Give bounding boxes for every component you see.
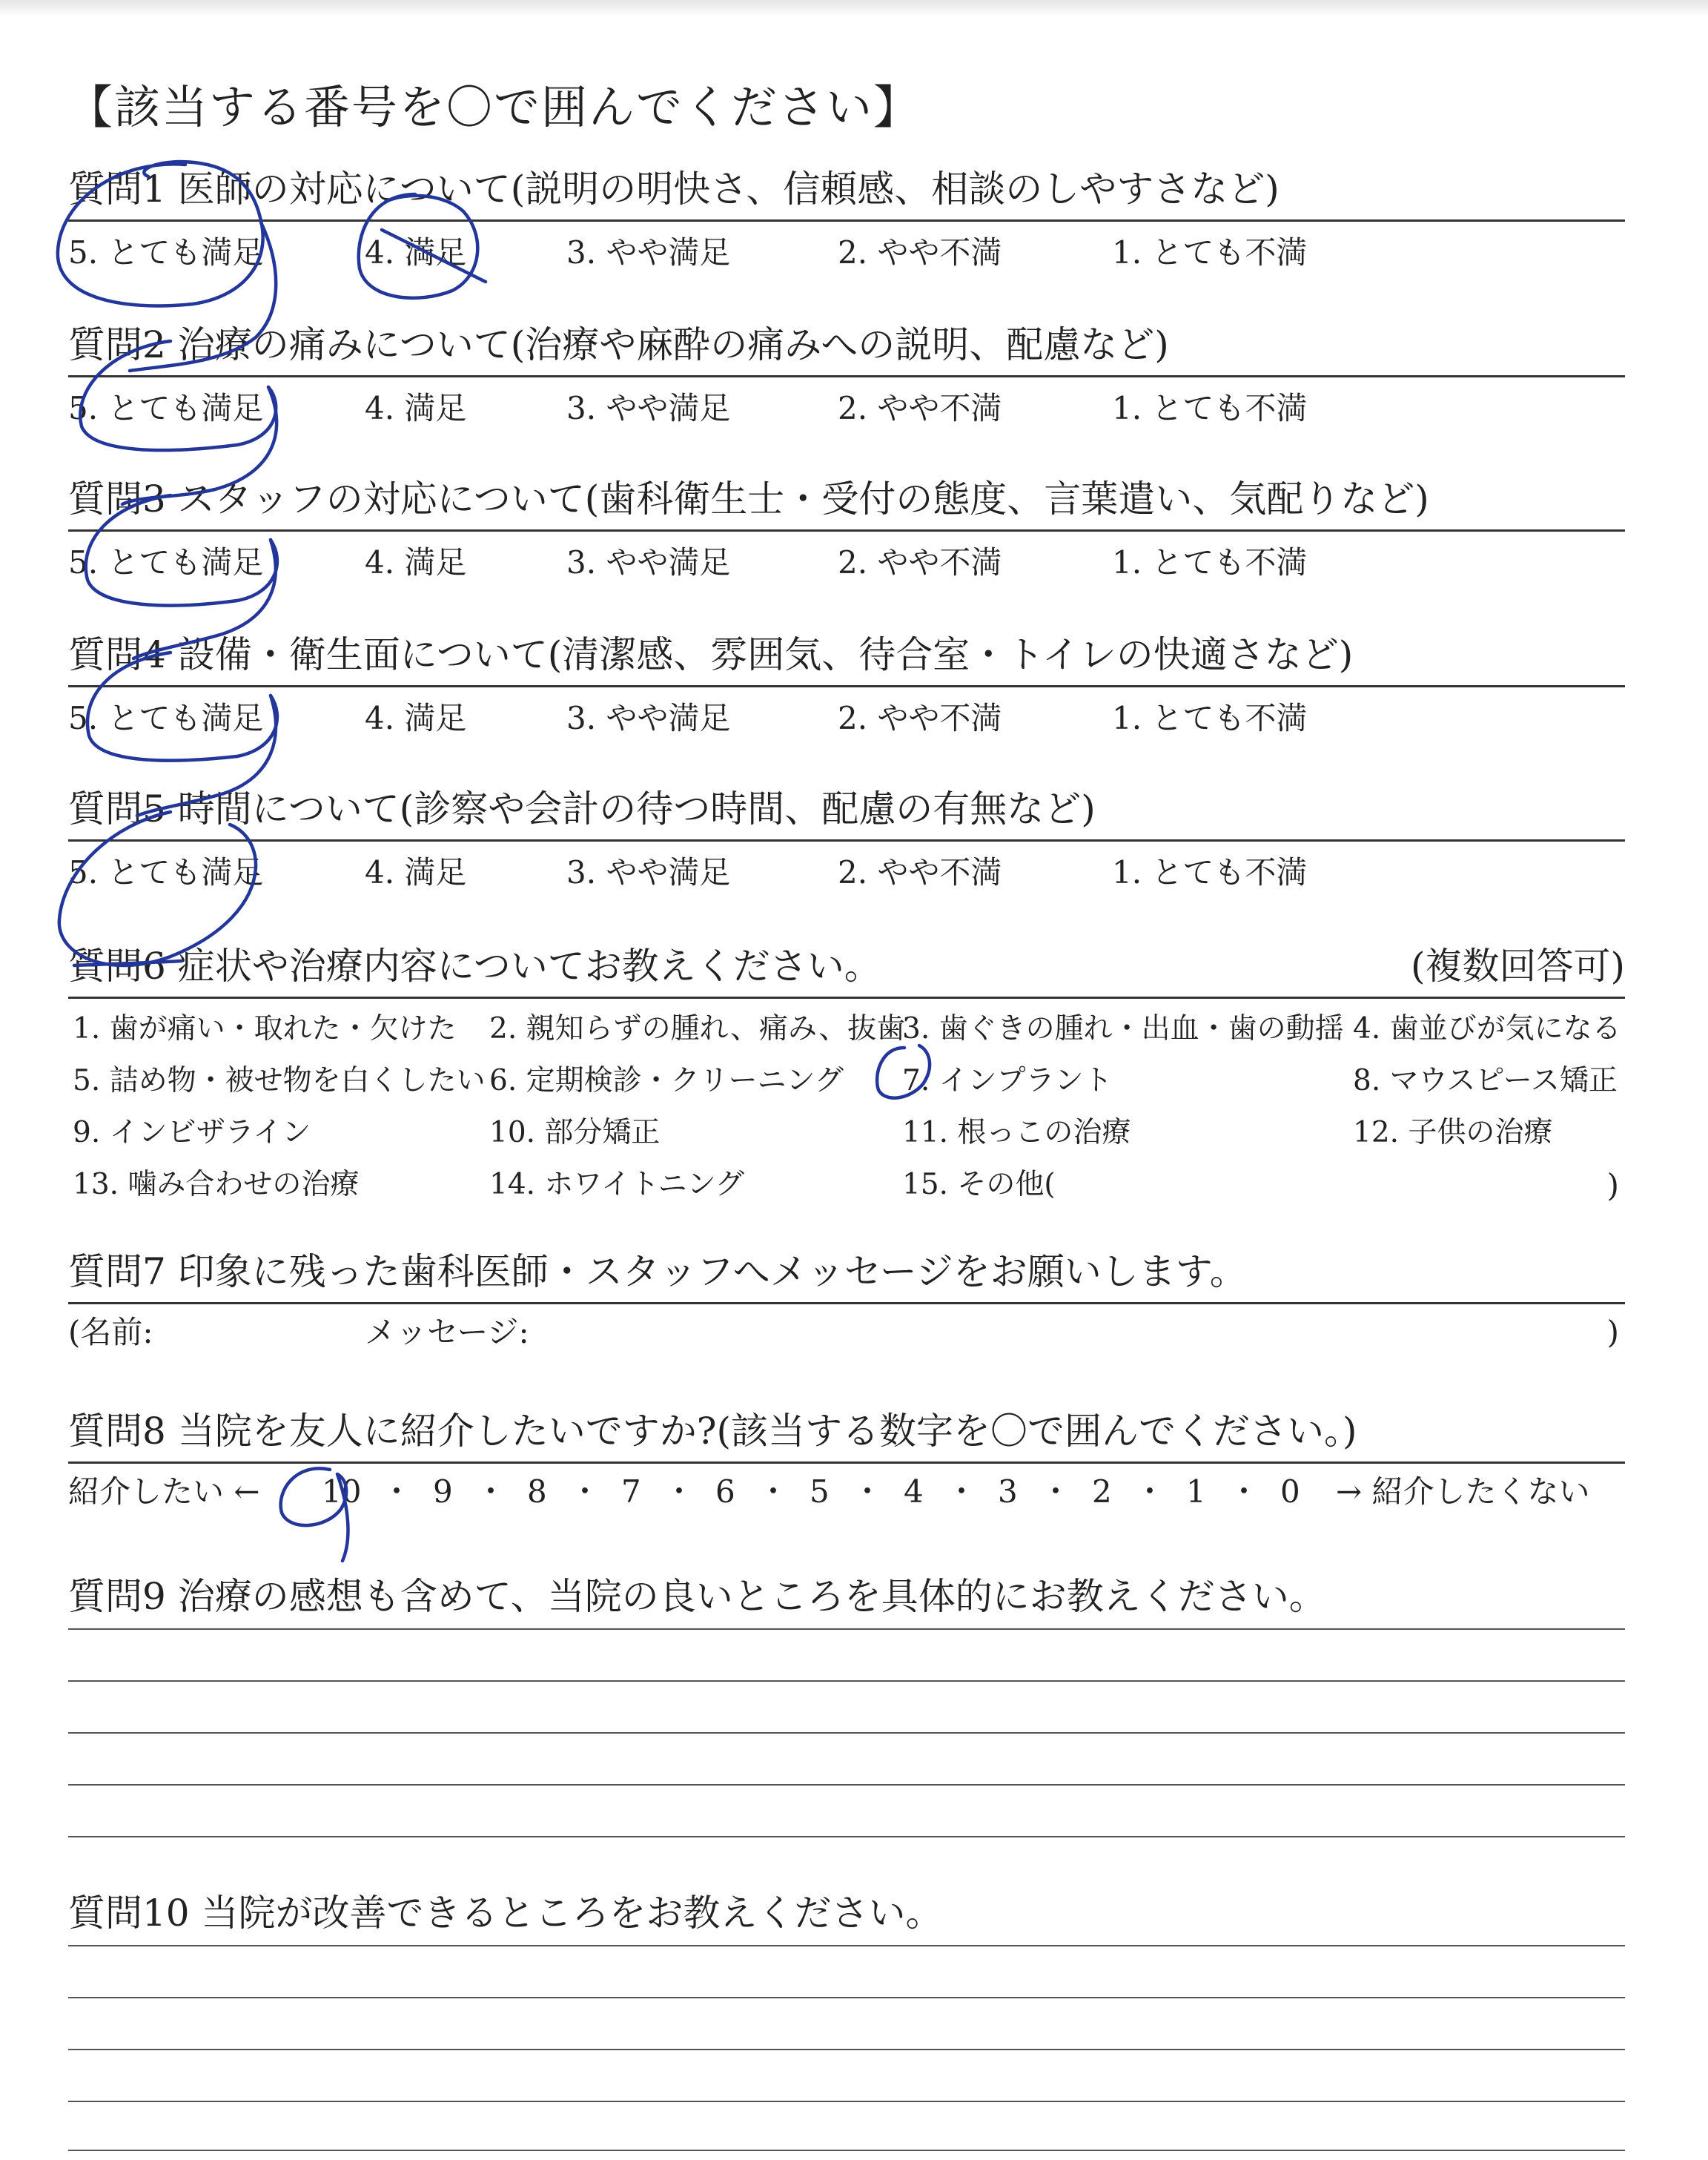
symptom-option[interactable]: 5. 詰め物・被せ物を白くしたい — [73, 1064, 486, 1097]
scale-separator: ・ — [946, 1473, 978, 1510]
scale-separator: ・ — [852, 1473, 884, 1510]
option-2[interactable]: 2. やや不満 — [838, 700, 1002, 736]
question-6 — [68, 945, 1625, 1207]
symptom-option[interactable]: 3. 歯ぐきの腫れ・出血・歯の動揺 — [902, 1012, 1344, 1046]
answer-line[interactable] — [68, 2049, 1625, 2050]
option-3[interactable]: 3. やや満足 — [566, 234, 731, 271]
question-title: 質問10 当院が改善できるところをお教えください。 — [68, 1892, 943, 1935]
scale-separator: ・ — [569, 1473, 601, 1510]
symptom-option-other[interactable]: 15. その他( — [902, 1168, 1056, 1201]
option-1[interactable]: 1. とても不満 — [1112, 544, 1308, 581]
scale-value-8[interactable]: 8 — [527, 1473, 547, 1510]
question-title: 質問5 時間について(診察や会計の待つ時間、配慮の有無など) — [68, 787, 1096, 830]
recommend-scale — [68, 1473, 1625, 1513]
scale-separator: ・ — [475, 1473, 507, 1510]
symptom-option[interactable]: 11. 根っこの治療 — [902, 1116, 1131, 1149]
scale-value-9[interactable]: 9 — [433, 1473, 453, 1510]
question-title: 質問4 設備・衛生面について(清潔感、雰囲気、待合室・トイレの快適さなど) — [68, 633, 1354, 676]
symptom-option[interactable]: 8. マウスピース矯正 — [1353, 1064, 1618, 1097]
option-5[interactable]: 5. とても満足 — [68, 544, 264, 581]
answer-line[interactable] — [68, 1680, 1625, 1682]
question-title: 質問1 医師の対応について(説明の明快さ、信頼感、相談のしやすさなど) — [68, 168, 1280, 211]
option-4[interactable]: 4. 満足 — [365, 234, 467, 271]
answer-line[interactable] — [68, 1784, 1625, 1786]
symptom-option[interactable]: 12. 子供の治療 — [1353, 1116, 1553, 1149]
multiple-answers-note: (複数回答可) — [1410, 945, 1625, 988]
option-2[interactable]: 2. やや不満 — [838, 234, 1002, 271]
option-2[interactable]: 2. やや不満 — [838, 544, 1002, 581]
question-title: 質問2 治療の痛みについて(治療や麻酔の痛みへの説明、配慮など) — [68, 323, 1169, 366]
answer-line[interactable] — [68, 2150, 1625, 2151]
scale-value-2[interactable]: 2 — [1092, 1473, 1112, 1510]
option-5[interactable]: 5. とても満足 — [68, 700, 264, 736]
option-5[interactable]: 5. とても満足 — [68, 854, 264, 891]
option-2[interactable]: 2. やや不満 — [838, 390, 1002, 426]
divider — [68, 685, 1625, 687]
scale-value-4[interactable]: 4 — [904, 1473, 924, 1510]
scale-value-3[interactable]: 3 — [998, 1473, 1018, 1510]
question-title: 質問3 スタッフの対応について(歯科衛生士・受付の態度、言葉遣い、気配りなど) — [68, 478, 1429, 521]
scale-value-0[interactable]: 0 — [1280, 1473, 1300, 1510]
option-1[interactable]: 1. とても不満 — [1112, 854, 1308, 891]
divider — [68, 839, 1625, 842]
option-5[interactable]: 5. とても満足 — [68, 234, 264, 271]
other-close-paren: ) — [1606, 1167, 1619, 1203]
question-4 — [68, 633, 1625, 740]
answer-line[interactable] — [68, 1628, 1625, 1630]
symptom-option-implant[interactable]: 7. インプラント — [902, 1064, 1113, 1097]
option-4[interactable]: 4. 満足 — [365, 854, 467, 891]
question-5 — [68, 787, 1625, 894]
symptom-option[interactable]: 10. 部分矯正 — [489, 1116, 661, 1149]
option-3[interactable]: 3. やや満足 — [566, 390, 731, 426]
scale-separator: ・ — [1040, 1473, 1072, 1510]
answer-line[interactable] — [68, 1945, 1625, 1946]
question-title: 質問7 印象に残った歯科医師・スタッフへメッセージをお願いします。 — [68, 1250, 1247, 1293]
answer-line[interactable] — [68, 1836, 1625, 1837]
page-title: 【該当する番号を〇で囲んでください】 — [67, 80, 921, 134]
answer-line[interactable] — [68, 2101, 1625, 2102]
divider — [68, 375, 1625, 377]
question-10 — [68, 1892, 1625, 2154]
message-field-label[interactable]: メッセージ: — [365, 1314, 529, 1350]
scan-top-edge — [0, 0, 1708, 16]
option-4[interactable]: 4. 満足 — [365, 700, 467, 736]
symptom-option[interactable]: 9. インビザライン — [73, 1116, 311, 1149]
question-3 — [68, 480, 1625, 584]
divider — [68, 219, 1625, 222]
question-title: 質問8 当院を友人に紹介したいですか?(該当する数字を〇で囲んでください。) — [68, 1410, 1357, 1453]
divider — [68, 997, 1625, 999]
divider — [68, 1462, 1625, 1464]
option-1[interactable]: 1. とても不満 — [1112, 390, 1308, 426]
question-9 — [68, 1575, 1625, 1860]
symptom-option[interactable]: 14. ホワイトニング — [489, 1168, 744, 1201]
scale-separator: ・ — [663, 1473, 695, 1510]
symptom-option[interactable]: 13. 噛み合わせの治療 — [73, 1168, 360, 1201]
scale-separator: ・ — [758, 1473, 790, 1510]
option-1[interactable]: 1. とても不満 — [1112, 234, 1308, 271]
scale-right-label: → 紹介したくない — [1336, 1473, 1590, 1510]
scale-separator: ・ — [381, 1473, 413, 1510]
question-2 — [68, 323, 1625, 430]
scale-separator: ・ — [1134, 1473, 1166, 1510]
symptom-option[interactable]: 4. 歯並びが気になる — [1353, 1012, 1621, 1046]
scale-value-10[interactable]: 10 — [322, 1473, 362, 1510]
answer-line[interactable] — [68, 1732, 1625, 1734]
option-3[interactable]: 3. やや満足 — [566, 700, 731, 736]
question-8 — [68, 1410, 1625, 1516]
question-7 — [68, 1250, 1625, 1357]
option-2[interactable]: 2. やや不満 — [838, 854, 1002, 891]
symptom-option[interactable]: 1. 歯が痛い・取れた・欠けた — [73, 1012, 457, 1046]
symptom-option[interactable]: 6. 定期検診・クリーニング — [489, 1064, 844, 1097]
name-field-label[interactable]: (名前: — [68, 1314, 153, 1350]
option-5[interactable]: 5. とても満足 — [68, 390, 264, 426]
symptom-option[interactable]: 2. 親知らずの腫れ、痛み、抜歯 — [489, 1012, 906, 1046]
option-4[interactable]: 4. 満足 — [365, 390, 467, 426]
option-3[interactable]: 3. やや満足 — [566, 544, 731, 581]
question-title: 質問9 治療の感想も含めて、当院の良いところを具体的にお教えください。 — [68, 1575, 1326, 1618]
divider — [68, 1302, 1625, 1304]
question-title: 質問6 症状や治療内容についてお教えください。 — [68, 945, 881, 988]
scale-value-1[interactable]: 1 — [1186, 1473, 1206, 1510]
scale-left-label: 紹介したい ← — [68, 1473, 260, 1510]
scale-value-6[interactable]: 6 — [715, 1473, 735, 1510]
option-1[interactable]: 1. とても不満 — [1112, 700, 1308, 736]
message-close-paren: ) — [1606, 1314, 1619, 1350]
option-4[interactable]: 4. 満足 — [365, 544, 467, 581]
answer-line[interactable] — [68, 1997, 1625, 1998]
option-3[interactable]: 3. やや満足 — [566, 854, 731, 891]
scale-value-5[interactable]: 5 — [810, 1473, 830, 1510]
divider — [68, 529, 1625, 532]
question-1 — [68, 168, 1625, 274]
scale-separator: ・ — [1228, 1473, 1260, 1510]
scale-value-7[interactable]: 7 — [621, 1473, 641, 1510]
